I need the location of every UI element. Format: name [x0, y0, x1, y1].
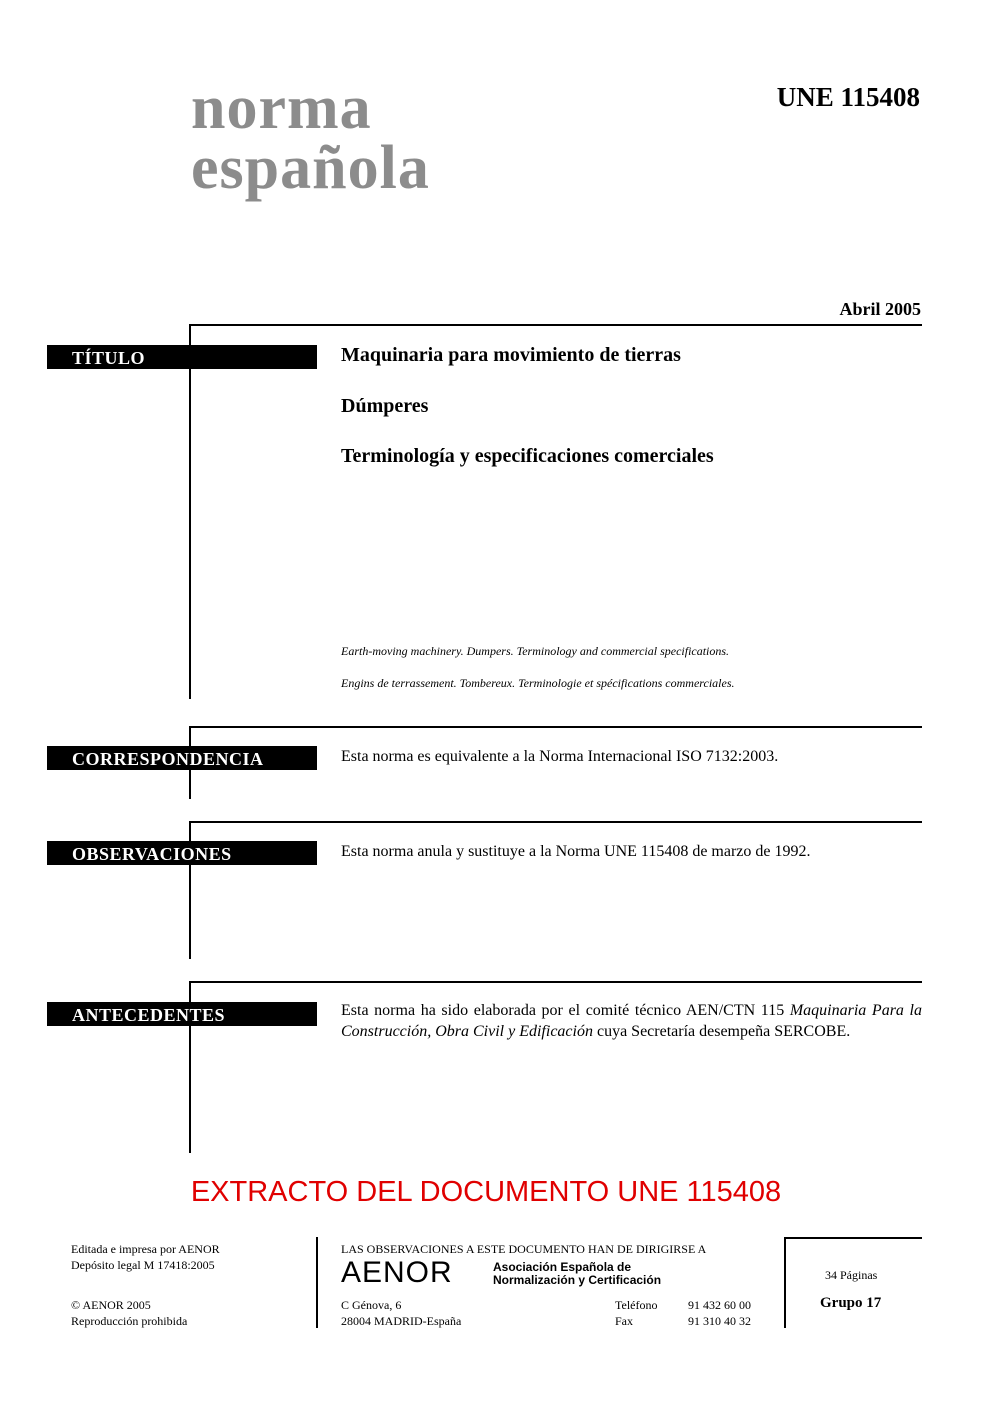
antecedentes-text-b: cuya Secretaría desempeña SERCOBE.	[592, 1023, 851, 1040]
phone-label: Teléfono	[615, 1298, 658, 1312]
antecedentes-text	[341, 1000, 922, 1042]
footer-edited: Editada e impresa por AENOR	[71, 1242, 220, 1256]
footer-copyright: © AENOR 2005	[71, 1298, 151, 1312]
aenor-logo-text: AENOR	[341, 1256, 453, 1289]
observaciones-text: Esta norma anula y sustituye a la Norma UNE 115408 de marzo de 1992.	[341, 843, 811, 860]
titulo-left-rule	[189, 324, 191, 699]
antecedentes-top-rule	[189, 981, 922, 983]
title-french: Engins de terrassement. Tombereux. Terminologie et spécifications commerciales.	[341, 676, 735, 690]
antecedentes-text-a: Esta norma ha sido elaborada por el comité técnico AEN/CTN 115	[341, 1002, 790, 1019]
correspondencia-top-rule	[189, 726, 922, 728]
antecedentes-label: ANTECEDENTES	[47, 1002, 317, 1026]
aenor-association	[493, 1261, 661, 1287]
extract-notice: EXTRACTO DEL DOCUMENTO UNE 115408	[190, 1176, 782, 1208]
footer-box-top-rule	[784, 1237, 922, 1239]
footer-publisher	[71, 1241, 220, 1273]
footer-reproduction: Reproducción prohibida	[71, 1314, 188, 1328]
brand-title	[191, 74, 430, 202]
footer-observations-heading: LAS OBSERVACIONES A ESTE DOCUMENTO HAN DE DIRIGIRSE A	[341, 1242, 707, 1256]
observaciones-label: OBSERVACIONES	[47, 841, 317, 865]
phone-number: 91 432 60 00	[688, 1298, 751, 1312]
page-count: 34 Páginas	[825, 1268, 878, 1282]
correspondencia-label: CORRESPONDENCIA	[47, 746, 317, 770]
assoc-line-1: Asociación Española de	[493, 1260, 632, 1274]
correspondencia-text: Esta norma es equivalente a la Norma Internacional ISO 7132:2003.	[341, 748, 779, 765]
fax-number: 91 310 40 32	[688, 1314, 751, 1328]
footer-address	[341, 1297, 461, 1329]
title-line-1: Maquinaria para movimiento de tierras	[341, 344, 681, 366]
title-english: Earth-moving machinery. Dumpers. Terminology and commercial specifications.	[341, 644, 730, 658]
fax-label: Fax	[615, 1314, 633, 1328]
observaciones-top-rule	[189, 821, 922, 823]
footer-contact-values	[688, 1297, 751, 1329]
brand-line-1: norma	[191, 74, 372, 142]
title-line-3: Terminología y especificaciones comerciales	[341, 445, 714, 467]
footer-box-left-rule	[784, 1237, 786, 1328]
footer-city: 28004 MADRID-España	[341, 1314, 462, 1328]
standard-code: UNE 115408	[776, 82, 920, 112]
footer-contact-labels	[615, 1297, 657, 1329]
footer-deposit: Depósito legal M 17418:2005	[71, 1258, 215, 1272]
publication-date: Abril 2005	[839, 299, 921, 319]
group-number: Grupo 17	[820, 1295, 882, 1311]
titulo-top-rule	[189, 324, 922, 326]
assoc-line-2: Normalización y Certificación	[493, 1273, 662, 1287]
footer-street: C Génova, 6	[341, 1298, 402, 1312]
titulo-label: TÍTULO	[47, 345, 317, 369]
antecedentes-committee: Maquinaria Para la Construcción, Obra Civil y Edificación	[341, 1002, 923, 1040]
footer-rights	[71, 1297, 187, 1329]
title-line-2: Dúmperes	[341, 395, 429, 417]
footer-divider-left	[316, 1237, 318, 1328]
brand-line-2: española	[191, 134, 430, 202]
